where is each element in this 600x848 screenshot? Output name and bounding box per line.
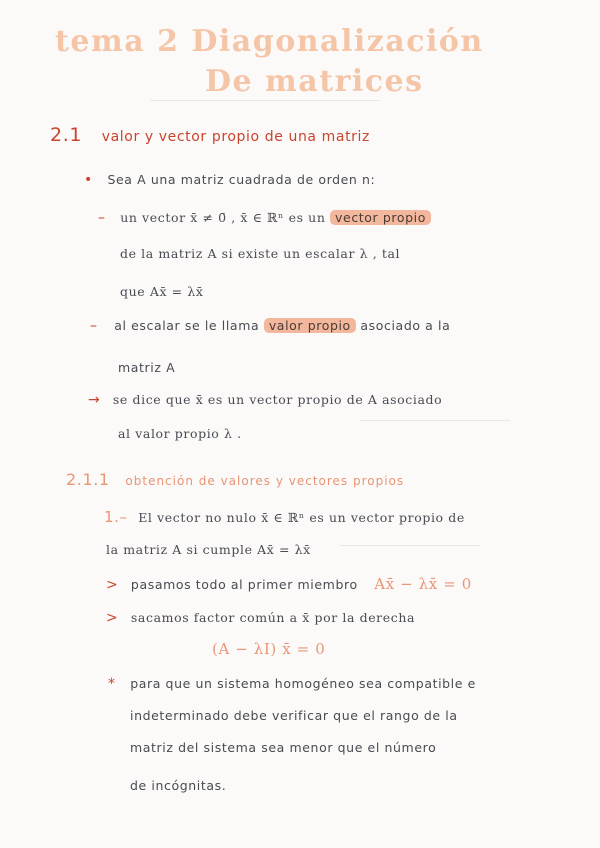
sub2-line [106,610,415,626]
asterisk-mark: * [108,676,116,692]
bleed-through-line [340,545,480,546]
arrow-mark: → [88,392,101,408]
bullet-mark: • [84,172,93,188]
subsection-heading [66,470,404,489]
step1-line1 [104,508,465,526]
subsection-number: 2.1.1 [66,470,110,489]
note-line1 [108,676,476,692]
item2-text: al escalar se le llama [114,318,260,333]
item2-line2: matriz A [118,360,176,375]
item3-line1 [88,392,442,408]
note-line4: de incógnitas. [130,778,227,793]
section-title: valor y vector propio de una matriz [101,129,370,145]
note-line3: matriz del sistema sea menor que el número [130,740,437,755]
item1-line2: de la matriz A si existe un escalar λ , tal [120,246,401,261]
item3-text: se dice que x̄ es un vector propio de A asociado [112,392,443,407]
step1-label: 1.– [104,508,128,526]
note-text-1: para que un sistema homogéneo sea compatible e [130,676,476,691]
dash-mark: – [90,318,98,334]
highlight-vector-propio: vector propio [330,210,431,225]
step1-text: El vector no nulo x̄ ∈ ℝⁿ es un vector propio de [138,510,465,525]
bleed-through-line [360,420,510,421]
item2-line1 [90,318,450,334]
page-title-line2: De matrices [205,64,424,99]
page-title-line1: tema 2 Diagonalización [55,24,484,59]
intro-line [84,172,375,188]
sub2-text: sacamos factor común a x̄ por la derecha [130,610,416,625]
item1-text: un vector x̄ ≠ 0̄ , x̄ ∈ ℝⁿ es un [120,210,326,225]
note-line2: indeterminado debe verificar que el rango de la [130,708,458,723]
highlight-valor-propio: valor propio [264,318,356,333]
step1-line2: la matriz A si cumple Ax̄ = λx̄ [106,542,311,557]
sub1-text: pasamos todo al primer miembro [130,577,358,592]
intro-text: Sea A una matriz cuadrada de orden n: [107,172,376,187]
item1-line1 [98,210,431,226]
bleed-through-line [150,100,380,101]
subsection-title: obtención de valores y vectores propios [125,474,405,488]
chevron-mark: > [106,577,119,593]
dash-mark: – [98,210,106,226]
section-number: 2.1 [50,124,83,146]
section-heading [50,124,370,146]
item2-post: asociado a la [360,318,451,333]
chevron-mark: > [106,610,119,626]
item3-line2: al valor propio λ . [118,426,242,441]
main-equation: (A − λI) x̄ = 0 [212,640,326,658]
item1-line3: que Ax̄ = λx̄ [120,284,204,299]
sub1-equation: Ax̄ − λx̄ = 0 [374,575,472,593]
sub1-line [106,575,472,593]
